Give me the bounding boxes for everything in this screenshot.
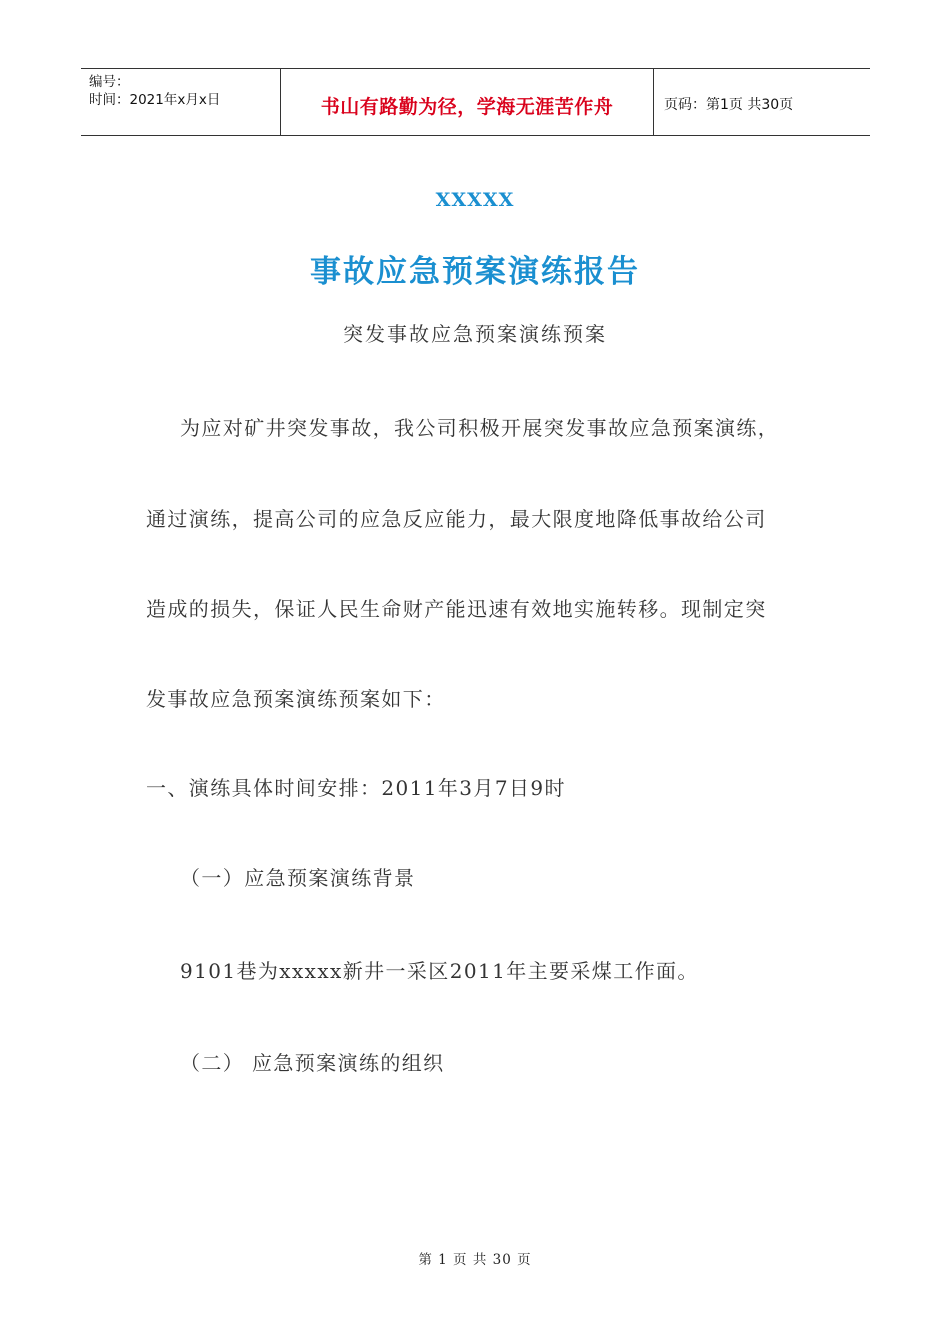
- subsection-heading-1: （一）应急预案演练背景: [180, 866, 416, 890]
- body-line-5: 9101巷为xxxxx新井一采区2011年主要采煤工作面。: [180, 959, 699, 983]
- document-subtitle: 突发事故应急预案演练预案: [343, 322, 607, 346]
- section-heading-1: 一、演练具体时间安排：2011年3月7日9时: [146, 776, 566, 800]
- org-name: XXXXX: [435, 189, 515, 211]
- header-meta-cell: [81, 69, 281, 135]
- header-page-info: 页码：第1页 共30页: [664, 97, 794, 113]
- header-time-label: 时间：2021年x月x日: [89, 92, 221, 108]
- subsection-heading-2: （二） 应急预案演练的组织: [180, 1051, 445, 1075]
- body-line-3: 造成的损失，保证人民生命财产能迅速有效地实施转移。现制定突: [146, 597, 767, 621]
- header-motto: 书山有路勤为径，学海无涯苦作舟: [281, 69, 654, 135]
- document-title: 事故应急预案演练报告: [310, 254, 640, 290]
- body-line-2: 通过演练，提高公司的应急反应能力，最大限度地降低事故给公司: [146, 507, 767, 531]
- header-number-label: 编号：: [89, 74, 130, 90]
- body-line-1: 为应对矿井突发事故，我公司积极开展突发事故应急预案演练，: [180, 416, 780, 440]
- body-line-4: 发事故应急预案演练预案如下：: [146, 687, 446, 711]
- header-table: [81, 68, 870, 136]
- footer-page-number: 第 1 页 共 30 页: [418, 1252, 532, 1268]
